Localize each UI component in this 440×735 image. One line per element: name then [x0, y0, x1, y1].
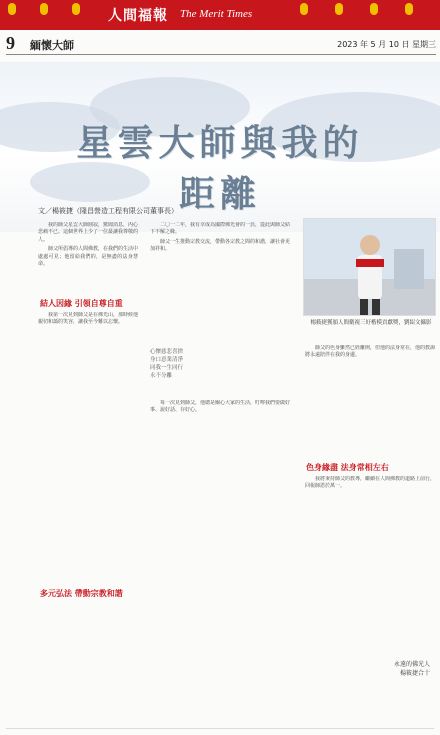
text-column-2a: 二〇一二年，我有幸成為國際佛光會的一員，從此與師父結下不解之緣。 師父一生推動宗教交流，帶動各宗教之間的和諧，讓社會更加祥和。 [150, 222, 290, 253]
lantern-icon [72, 3, 80, 15]
page-number: 9 [6, 33, 15, 53]
subheading-1: 結人因緣 引領自尊自重 [40, 299, 123, 308]
lantern-icon [335, 3, 343, 15]
page-header [6, 33, 436, 55]
bottom-rule [6, 728, 434, 729]
subheading-2: 多元弘法 帶動宗教和諧 [40, 589, 123, 598]
article-photo [303, 218, 436, 316]
text-column-2b: 每一次見到師父，他總是關心大家的生活，叮嚀我們要做好事、說好話、存好心。 [150, 400, 290, 414]
poem-block: 心懷慈悲喜捨 身口意業清淨 同我一生同行 永不分離 [150, 349, 184, 379]
masthead-logo: 人間福報 [108, 8, 168, 24]
masthead-english: The Merit Times [180, 8, 253, 20]
subheading-3: 色身緣盡 法身常相左右 [306, 463, 389, 472]
text-column-3b: 我將秉持師父的教導，繼續在人間佛教的道路上前行，回報師恩於萬一。 [305, 476, 435, 490]
text-column-3a: 師父的色身雖然已經離開，但他的法身常在，他的教誨將永遠陪伴在我的身邊。 [305, 345, 435, 359]
article-signature: 永遠的佛光人 楊筱捷合十 [393, 661, 430, 677]
lantern-icon [370, 3, 378, 15]
issue-date: 2023 年 5 月 10 日 星期三 [337, 40, 436, 49]
masthead [0, 0, 440, 30]
lantern-icon [40, 3, 48, 15]
article-byline: 文／楊筱捷（隆昌營造工程有限公司董事長） [38, 207, 178, 215]
photo-caption: 楊筱捷獲頒人間衛視三好楷模貢獻獎，劉紹文攝影 [310, 320, 432, 326]
text-column-1a: 我的師父星雲大師圓寂，驚聞消息，內心悲痛不已。這個世界上少了一位最讓我尊敬的人。 師父所倡導的人間佛教，在我們的生活中處處可見；他留給我們的，是無盡的法身慧命。 [38, 222, 138, 268]
lantern-icon [405, 3, 413, 15]
article-title: 星雲大師與我的距離 [76, 122, 364, 215]
lantern-icon [8, 3, 16, 15]
column-name: 緬懷大師 [30, 39, 74, 52]
text-column-1b: 我第一次見到師父是在佛光山，那時候他親切和藹的笑容，讓我至今難以忘懷。 [38, 312, 138, 326]
lantern-icon [300, 3, 308, 15]
